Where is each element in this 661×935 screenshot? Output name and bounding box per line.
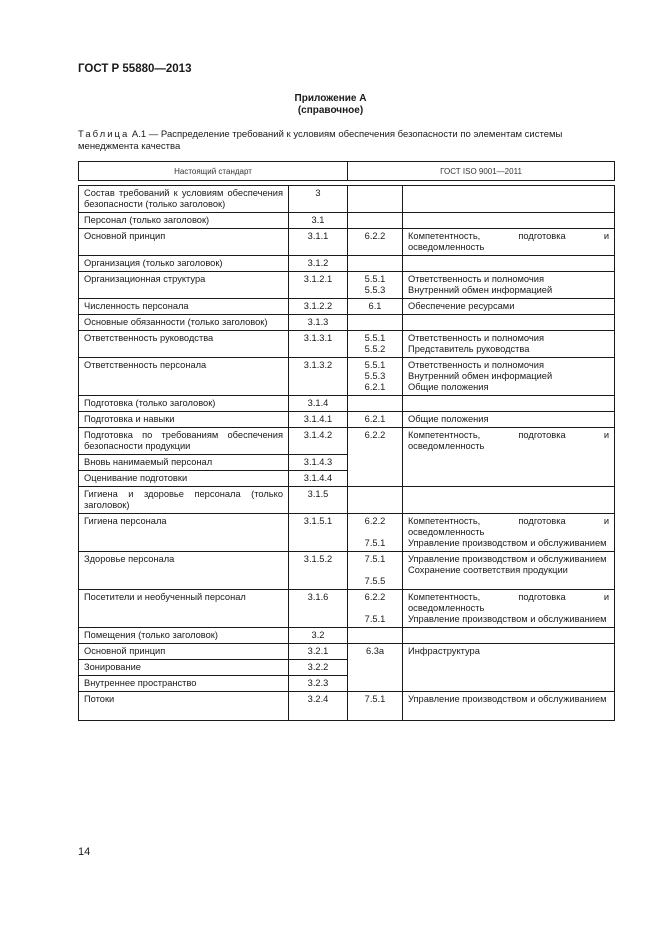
row-name: Внутреннее пространство xyxy=(79,676,289,692)
row-iso xyxy=(348,396,403,412)
iso-description: Управление производством и обслуживанием xyxy=(408,538,607,548)
row-name: Вновь нанимаемый персонал xyxy=(79,455,289,471)
row-desc xyxy=(403,396,615,412)
row-clause: 3.1.4.1 xyxy=(289,412,348,428)
row-desc: Обеспечение ресурсами xyxy=(403,299,615,315)
row-iso xyxy=(348,186,403,213)
table-row xyxy=(79,315,615,331)
row-clause: 3.1.6 xyxy=(289,590,348,628)
row-desc: Ответственность и полномочия Внутренний обмен информацией Общие положения xyxy=(403,358,615,396)
row-iso: 6.2.2 xyxy=(348,428,403,487)
row-clause: 3.1.3 xyxy=(289,315,348,331)
row-clause: 3.1.2.1 xyxy=(289,272,348,299)
table-row xyxy=(79,590,615,628)
row-desc xyxy=(403,315,615,331)
iso-description: Компетентность, подготовка и осведомленность xyxy=(408,592,610,613)
row-iso xyxy=(348,590,403,628)
row-iso xyxy=(348,256,403,272)
row-clause: 3.2.1 xyxy=(289,644,348,660)
document-header: ГОСТ Р 55880—2013 xyxy=(78,63,192,75)
table-row xyxy=(79,487,615,514)
row-clause: 3.1.2 xyxy=(289,256,348,272)
row-desc: Компетентность, подготовка и осведомленность xyxy=(403,428,615,487)
row-desc xyxy=(403,213,615,229)
table-row xyxy=(79,213,615,229)
row-name: Подготовка (только заголовок) xyxy=(79,396,289,412)
row-clause: 3.1.4 xyxy=(289,396,348,412)
iso-clause: 7.5.5 xyxy=(364,576,386,586)
row-iso xyxy=(348,552,403,590)
row-clause: 3.1 xyxy=(289,213,348,229)
row-iso xyxy=(348,514,403,552)
row-clause: 3.1.4.3 xyxy=(289,455,348,471)
iso-clause: 7.5.1 xyxy=(364,554,386,564)
page-number: 14 xyxy=(78,846,91,858)
iso-clause: 6.2.2 xyxy=(364,592,386,602)
row-desc: Общие положения xyxy=(403,412,615,428)
row-clause: 3 xyxy=(289,186,348,213)
row-desc: Компетентность, подготовка и осведомленность xyxy=(403,229,615,256)
row-name: Подготовка и навыки xyxy=(79,412,289,428)
appendix-title: Приложение А xyxy=(294,93,367,104)
table-caption xyxy=(78,129,618,153)
table-header-row xyxy=(79,162,615,181)
appendix-subtitle: (справочное) xyxy=(297,105,364,116)
iso-clause: 6.2.2 xyxy=(364,516,386,526)
row-name: Потоки xyxy=(79,692,289,721)
row-desc xyxy=(403,186,615,213)
iso-description: Сохранение соответствия продукции xyxy=(408,565,568,575)
header-iso-standard: ГОСТ ISO 9001—2011 xyxy=(348,162,615,181)
row-clause: 3.1.1 xyxy=(289,229,348,256)
iso-description: Управление производством и обслуживанием xyxy=(408,554,607,564)
table-row xyxy=(79,644,615,660)
row-clause: 3.1.5.2 xyxy=(289,552,348,590)
row-clause: 3.2.4 xyxy=(289,692,348,721)
row-name: Персонал (только заголовок) xyxy=(79,213,289,229)
row-iso xyxy=(348,628,403,644)
iso-description: Управление производством и обслуживанием xyxy=(408,614,607,624)
row-name: Основные обязанности (только заголовок) xyxy=(79,315,289,331)
row-desc xyxy=(403,552,615,590)
row-name: Оценивание подготовки xyxy=(79,471,289,487)
iso-clause: 7.5.1 xyxy=(364,538,386,548)
row-iso: 5.5.1 5.5.3 xyxy=(348,272,403,299)
table-row xyxy=(79,692,615,721)
row-iso: 5.5.1 5.5.3 6.2.1 xyxy=(348,358,403,396)
row-name: Здоровье персонала xyxy=(79,552,289,590)
row-iso: 7.5.1 xyxy=(348,692,403,721)
row-name: Ответственность персонала xyxy=(79,358,289,396)
table-row xyxy=(79,229,615,256)
row-iso xyxy=(348,487,403,514)
row-clause: 3.1.3.1 xyxy=(289,331,348,358)
iso-clause: 7.5.1 xyxy=(364,614,386,624)
row-name: Численность персонала xyxy=(79,299,289,315)
row-desc xyxy=(403,628,615,644)
row-iso: 5.5.1 5.5.2 xyxy=(348,331,403,358)
row-iso xyxy=(348,315,403,331)
row-desc: Управление производством и обслуживанием xyxy=(403,692,615,721)
row-name: Основной принцип xyxy=(79,229,289,256)
row-name: Гигиена и здоровье персонала (только заголовок) xyxy=(79,487,289,514)
row-desc: Ответственность и полномочия Представитель руководства xyxy=(403,331,615,358)
row-clause: 3.1.4.2 xyxy=(289,428,348,455)
table-row xyxy=(79,396,615,412)
row-desc xyxy=(403,514,615,552)
table-row xyxy=(79,299,615,315)
header-this-standard: Настоящий стандарт xyxy=(79,162,348,181)
table-row xyxy=(79,514,615,552)
row-clause: 3.1.4.4 xyxy=(289,471,348,487)
table-row xyxy=(79,331,615,358)
row-name: Помещения (только заголовок) xyxy=(79,628,289,644)
requirements-table xyxy=(78,161,615,721)
table-row xyxy=(79,256,615,272)
row-desc xyxy=(403,487,615,514)
caption-prefix: Таблица xyxy=(78,129,130,140)
row-desc xyxy=(403,590,615,628)
row-iso: 6.2.2 xyxy=(348,229,403,256)
table-row xyxy=(79,186,615,213)
table-row xyxy=(79,272,615,299)
row-clause: 3.1.2.2 xyxy=(289,299,348,315)
row-iso xyxy=(348,213,403,229)
row-clause: 3.1.5.1 xyxy=(289,514,348,552)
row-desc: Инфраструктура xyxy=(403,644,615,692)
row-iso: 6.1 xyxy=(348,299,403,315)
row-name: Подготовка по требованиям обеспечения безопасности продукции xyxy=(79,428,289,455)
row-desc: Ответственность и полномочия Внутренний обмен информацией xyxy=(403,272,615,299)
table-row xyxy=(79,628,615,644)
row-iso: 6.3а xyxy=(348,644,403,692)
row-name: Гигиена персонала xyxy=(79,514,289,552)
table-row xyxy=(79,552,615,590)
caption-text: А.1 — Распределение требований к условиям обеспечения безопасности по элементам системы менеджмента качества xyxy=(78,129,563,152)
row-name: Ответственность руководства xyxy=(79,331,289,358)
table-row xyxy=(79,412,615,428)
row-name: Основной принцип xyxy=(79,644,289,660)
table-row xyxy=(79,428,615,455)
row-name: Состав требований к условиям обеспечения безопасности (только заголовок) xyxy=(79,186,289,213)
row-clause: 3.2.2 xyxy=(289,660,348,676)
row-clause: 3.1.3.2 xyxy=(289,358,348,396)
row-clause: 3.2.3 xyxy=(289,676,348,692)
table-row xyxy=(79,358,615,396)
iso-description: Компетентность, подготовка и осведомленность xyxy=(408,516,610,537)
row-name: Зонирование xyxy=(79,660,289,676)
row-clause: 3.2 xyxy=(289,628,348,644)
row-name: Организация (только заголовок) xyxy=(79,256,289,272)
row-desc xyxy=(403,256,615,272)
row-iso: 6.2.1 xyxy=(348,412,403,428)
row-clause: 3.1.5 xyxy=(289,487,348,514)
row-name: Посетители и необученный персонал xyxy=(79,590,289,628)
row-name: Организационная структура xyxy=(79,272,289,299)
